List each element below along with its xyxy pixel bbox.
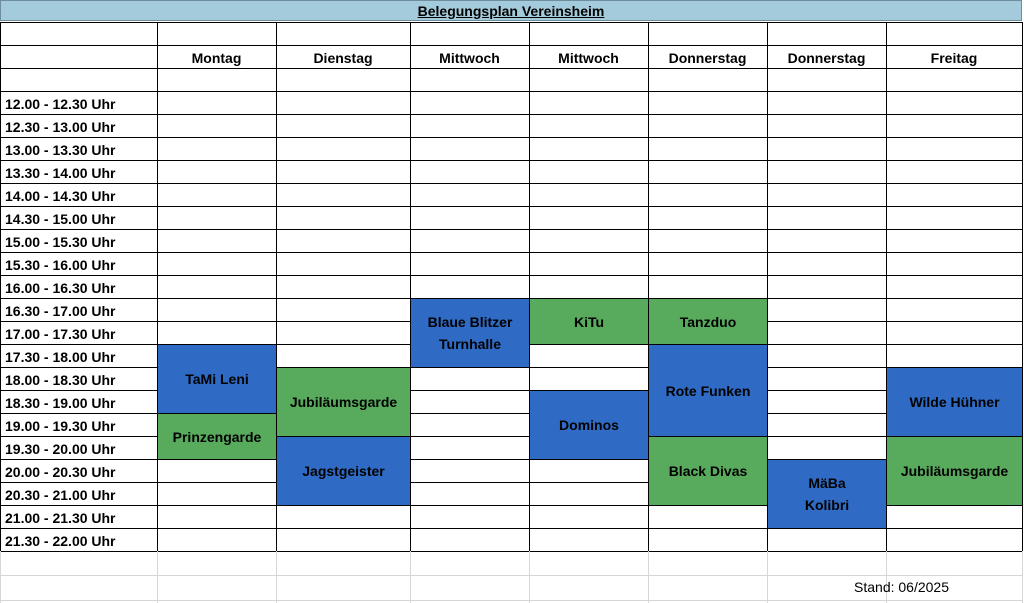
booking-block [886,436,1023,506]
time-slot-label: 20.00 - 20.30 Uhr [5,463,116,480]
faint-col-line [157,551,158,603]
time-slot-label: 16.00 - 16.30 Uhr [5,279,116,296]
time-slot-label: 13.00 - 13.30 Uhr [5,141,116,158]
stand-date: Stand: 06/2025 [854,579,949,595]
time-slot-label: 17.00 - 17.30 Uhr [5,325,116,342]
faint-col-line [1022,551,1023,603]
booking-block [157,413,277,460]
day-header: Donnerstag [668,49,747,66]
booking-block [529,390,649,460]
booking-block [648,298,768,345]
time-slot-label: 16.30 - 17.00 Uhr [5,302,116,319]
grid-row-line [0,68,1022,69]
faint-col-line [0,551,1,603]
time-slot-label: 19.30 - 20.00 Uhr [5,440,116,457]
grid-row-line [0,551,1022,552]
booking-block [157,344,277,414]
booking-label: Turnhalle [439,336,501,352]
time-slot-label: 21.00 - 21.30 Uhr [5,509,116,526]
booking-block [648,344,768,437]
time-slot-label: 15.30 - 16.00 Uhr [5,256,116,273]
booking-label: Jubiläumsgarde [900,463,1009,479]
booking-label: Jagstgeister [302,463,385,479]
time-slot-label: 14.00 - 14.30 Uhr [5,187,116,204]
booking-block [529,298,649,345]
faint-col-line [529,551,530,603]
booking-block [276,367,411,437]
booking-block [886,367,1023,437]
booking-label: TaMi Leni [185,371,249,387]
booking-block [276,436,411,506]
grid-row-line [0,22,1022,23]
time-slot-label: 14.30 - 15.00 Uhr [5,210,116,227]
time-slot-label: 21.30 - 22.00 Uhr [5,532,116,549]
faint-col-line [648,551,649,603]
day-header: Mittwoch [558,49,619,66]
faint-row-line [0,600,1022,601]
faint-row-line [0,575,1022,576]
grid-col-line [157,22,158,552]
time-slot-label: 15.00 - 15.30 Uhr [5,233,116,250]
booking-block [767,459,887,529]
booking-label: Wilde Hühner [909,394,1000,410]
booking-label: KiTu [573,313,605,330]
time-slot-label: 17.30 - 18.00 Uhr [5,348,116,365]
day-header: Dienstag [313,49,373,66]
day-header: Freitag [930,49,978,66]
day-header: Mittwoch [439,49,500,66]
booking-label: Dominos [559,417,619,433]
booking-label: Prinzengarde [172,428,262,445]
booking-label: Rote Funken [665,382,751,399]
booking-label: Blaue Blitzer [427,314,513,330]
faint-col-line [410,551,411,603]
time-slot-label: 12.30 - 13.00 Uhr [5,118,116,135]
faint-col-line [886,551,887,603]
day-header: Donnerstag [787,49,866,66]
booking-block [648,436,768,506]
time-slot-label: 18.00 - 18.30 Uhr [5,371,116,388]
booking-label: Kolibri [804,497,850,513]
faint-col-line [276,551,277,603]
booking-label: MäBa [808,475,846,491]
booking-label: Tanzduo [679,313,737,330]
day-header: Montag [191,49,242,66]
booking-label: Black Divas [668,463,748,479]
booking-label: Jubiläumsgarde [289,394,398,410]
time-slot-label: 18.30 - 19.00 Uhr [5,394,116,411]
grid-col-line [529,22,530,552]
time-slot-label: 12.00 - 12.30 Uhr [5,95,116,112]
schedule-title: Belegungsplan Vereinsheim [0,0,1022,21]
time-slot-label: 19.00 - 19.30 Uhr [5,417,116,434]
booking-block [410,298,530,368]
time-slot-label: 20.30 - 21.00 Uhr [5,486,116,503]
time-slot-label: 13.30 - 14.00 Uhr [5,164,116,181]
faint-col-line [767,551,768,603]
